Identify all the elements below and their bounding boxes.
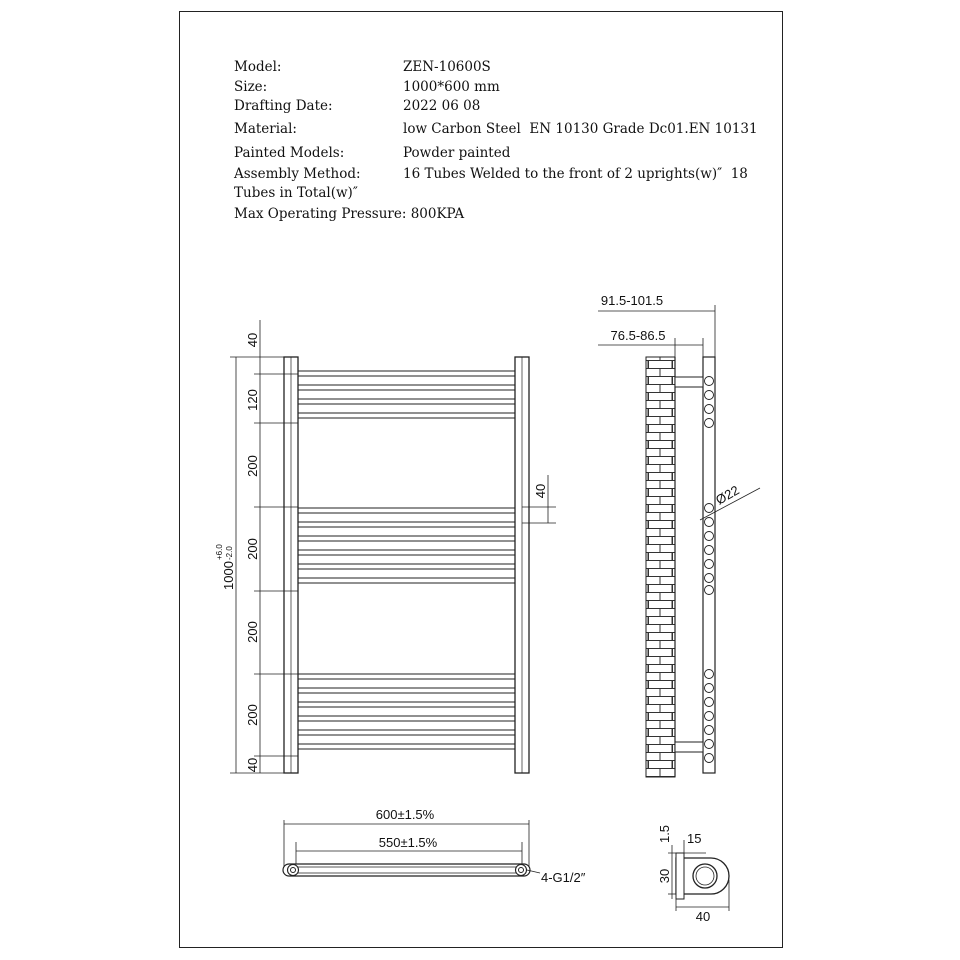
dim-tube-diameter: Ø22 — [713, 482, 742, 508]
spec-value: low Carbon Steel EN 10130 Grade Dc01.EN 10131 — [403, 121, 758, 137]
dim-200-b: 200 — [245, 538, 260, 560]
dim-30: 30 — [657, 868, 672, 884]
tube-circle — [705, 546, 714, 555]
spec-text: Max Operating Pressure: 800KPA — [234, 206, 465, 222]
front-dimensions — [230, 320, 556, 773]
spec-value: ZEN-10600S — [403, 59, 491, 75]
wall-bracket-top — [675, 377, 703, 387]
dim-overall-height: 1000 — [221, 561, 236, 590]
spec-label: Size: — [234, 79, 268, 95]
spec-value: Powder painted — [403, 145, 511, 161]
dim-right-40: 40 — [533, 483, 548, 499]
tube-circle — [705, 726, 714, 735]
front-view — [284, 357, 529, 773]
tube-section — [676, 853, 684, 899]
dim-40: 40 — [695, 909, 711, 924]
tube-circle — [705, 560, 714, 569]
tube-circle — [705, 504, 714, 513]
tube-circle — [705, 670, 714, 679]
spec-value: 16 Tubes Welded to the front of 2 uprights(w)″ 18 — [403, 166, 748, 182]
detail-view — [668, 840, 729, 911]
spec-continuation-text: Tubes in Total(w)″ — [234, 185, 358, 201]
valve-right — [516, 865, 527, 876]
tube-circle — [705, 586, 714, 595]
dim-120: 120 — [245, 389, 260, 411]
dim-200-c: 200 — [245, 621, 260, 643]
dim-connection: 4-G1/2″ — [541, 870, 586, 885]
spec-label: Assembly Method: — [234, 166, 361, 182]
dim-top-40: 40 — [245, 332, 260, 348]
dim-200-a: 200 — [245, 455, 260, 477]
dim-bottom-40: 40 — [245, 757, 260, 773]
dim-height-tolerance-minus: -2.0 — [225, 546, 234, 560]
tube-circle — [705, 532, 714, 541]
side-view — [598, 293, 760, 777]
dim-overall-width: 600±1.5% — [375, 807, 435, 822]
spec-label: Drafting Date: — [234, 98, 333, 114]
tube-circle — [705, 405, 714, 414]
tube-circle — [705, 574, 714, 583]
spec-value: 2022 06 08 — [403, 98, 481, 114]
dim-center-width: 550±1.5% — [378, 835, 438, 850]
tube-circle — [705, 740, 714, 749]
dim-200-d: 200 — [245, 704, 260, 726]
spec-label: Model: — [234, 59, 282, 75]
tube-circle — [705, 518, 714, 527]
dim-depth-inner: 76.5-86.5 — [610, 328, 666, 343]
rail-bottom — [283, 864, 530, 876]
tube-circle — [705, 684, 714, 693]
dim-height-tolerance-plus: +6.0 — [215, 544, 224, 560]
horizontal-tubes — [298, 371, 515, 749]
tube-circle — [705, 698, 714, 707]
tube-circle — [705, 419, 714, 428]
wall-brick — [646, 357, 675, 777]
tube-circle — [705, 712, 714, 721]
tube-circle — [705, 754, 714, 763]
spec-label: Material: — [234, 121, 297, 137]
tube-circle — [705, 391, 714, 400]
wall-bracket-bottom — [675, 742, 703, 752]
dim-1-5: 1.5 — [657, 824, 672, 844]
valve-left — [288, 865, 299, 876]
spec-value: 1000*600 mm — [403, 79, 500, 95]
tube-circle — [705, 377, 714, 386]
dim-15: 15 — [687, 831, 702, 846]
spec-label: Painted Models: — [234, 145, 345, 161]
dim-depth-outer: 91.5-101.5 — [600, 293, 664, 308]
